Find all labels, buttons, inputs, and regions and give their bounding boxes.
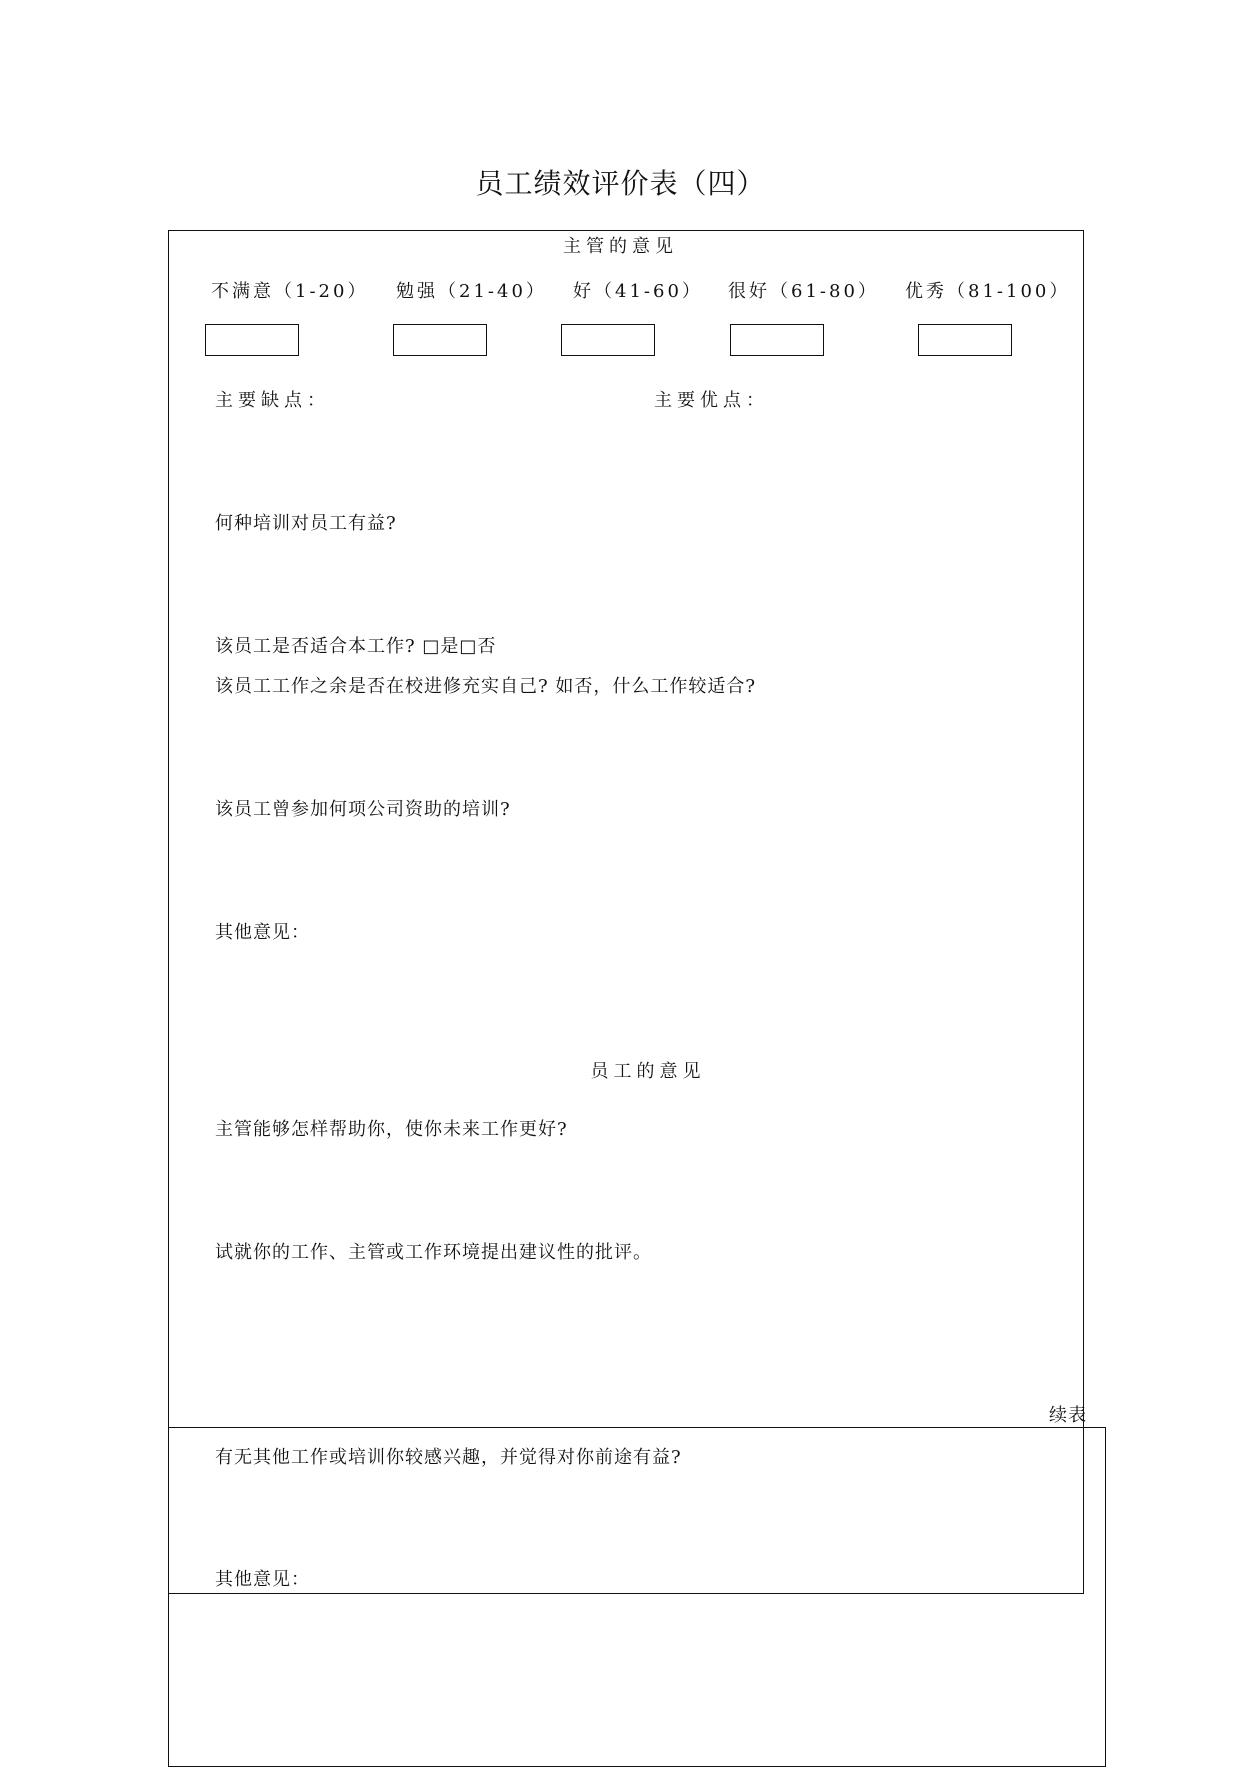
score-box-barely[interactable] <box>393 324 487 356</box>
score-box-very-good[interactable] <box>730 324 824 356</box>
rating-label-good: 好（41-60） <box>573 281 703 302</box>
career-interest-question: 有无其他工作或培训你较感兴趣，并觉得对你前途有益? <box>215 1447 682 1468</box>
training-question: 何种培训对员工有益? <box>215 513 397 534</box>
score-box-good[interactable] <box>561 324 655 356</box>
strengths-label: 主要优点： <box>654 390 769 411</box>
employee-section-heading: 员工的意见 <box>590 1061 706 1082</box>
job-suitability-question: 该员工是否适合本工作? □是□否 <box>215 636 497 657</box>
weaknesses-label: 主要缺点： <box>215 390 330 411</box>
evaluation-form-frame <box>168 230 1084 1594</box>
rating-label-barely: 勉强（21-40） <box>396 281 547 302</box>
sponsored-training-question: 该员工曾参加何项公司资助的培训? <box>215 799 511 820</box>
page-title: 员工绩效评价表（四） <box>475 167 766 200</box>
supervisor-section-heading: 主管的意见 <box>563 236 678 257</box>
rating-label-excellent: 优秀（81-100） <box>905 281 1071 302</box>
constructive-critique-question: 试就你的工作、主管或工作环境提出建议性的批评。 <box>215 1242 652 1263</box>
score-box-excellent[interactable] <box>918 324 1012 356</box>
supervisor-other-comments-label: 其他意见： <box>215 922 310 943</box>
continued-label: 续表 <box>1049 1405 1087 1426</box>
rating-label-very-good: 很好（61-80） <box>728 281 879 302</box>
employee-other-comments-label: 其他意见： <box>215 1569 310 1590</box>
further-study-question: 该员工工作之余是否在校进修充实自己? 如否，什么工作较适合? <box>215 676 757 697</box>
score-box-unsatisfactory[interactable] <box>205 324 299 356</box>
supervisor-help-question: 主管能够怎样帮助你，使你未来工作更好? <box>215 1119 568 1140</box>
rating-label-unsatisfactory: 不满意（1-20） <box>211 281 369 302</box>
continuation-frame <box>168 1427 1106 1767</box>
